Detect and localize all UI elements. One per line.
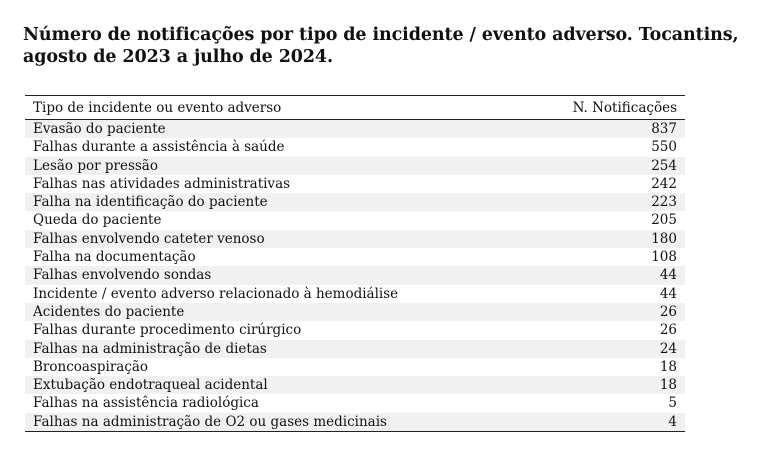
notification-count-cell: 254 [651,157,677,174]
table-row [25,230,685,248]
incident-type-cell: Extubação endotraqueal acidental [33,377,268,394]
notification-count-cell: 550 [651,139,677,156]
incident-type-cell: Acidentes do paciente [33,303,185,320]
incident-type-cell: Falhas durante a assistência à saúde [33,139,285,156]
table-body [25,120,685,432]
table-row [25,248,685,266]
table-row [25,376,685,394]
incident-type-cell: Falhas na assistência radiológica [33,395,259,412]
notification-count-cell: 5 [668,395,677,412]
table-title: Número de notificações por tipo de incidente / evento adverso. Tocantins, agosto de 2023 a julho de 2024. [23,25,739,67]
table-row [25,394,685,412]
table-row [25,193,685,211]
incident-type-cell: Falha na identificação do paciente [33,194,268,211]
table-row [25,321,685,339]
notification-count-cell: 223 [651,194,677,211]
incident-type-cell: Falhas na administração de dietas [33,340,267,357]
header-row [25,96,685,120]
notification-count-cell: 4 [668,413,677,430]
incident-type-cell: Falhas envolvendo cateter venoso [33,230,265,247]
incident-type-cell: Incidente / evento adverso relacionado à hemodiálise [33,285,399,302]
table-row [25,266,685,284]
notification-count-cell: 180 [651,230,677,247]
table-row [25,211,685,229]
incident-type-cell: Queda do paciente [33,212,162,229]
incident-type-cell: Falhas nas atividades administrativas [33,175,291,192]
notification-count-cell: 26 [659,303,677,320]
notification-count-cell: 242 [651,175,677,192]
header-incident-type: Tipo de incidente ou evento adverso [33,100,282,116]
incident-type-cell: Falha na documentação [33,249,196,266]
header-notification-count: N. Notificações [572,100,677,116]
incident-type-cell: Falhas envolvendo sondas [33,267,212,284]
table-row [25,138,685,156]
notification-count-cell: 205 [651,212,677,229]
notification-count-cell: 44 [659,285,677,302]
table-row [25,285,685,303]
notifications-table-container [25,95,685,432]
incident-type-cell: Broncoaspiração [33,358,149,375]
table-row [25,157,685,175]
table-header [25,96,685,120]
notification-count-cell: 18 [659,377,677,394]
table-row [25,413,685,432]
incident-type-cell: Falhas na administração de O2 ou gases medicinais [33,413,387,430]
table-row [25,303,685,321]
notifications-table [25,95,685,432]
notification-count-cell: 837 [651,121,677,137]
notification-count-cell: 44 [659,267,677,284]
table-row [25,120,685,139]
incident-type-cell: Lesão por pressão [33,157,158,174]
table-row [25,340,685,358]
notification-count-cell: 108 [651,249,677,266]
notification-count-cell: 18 [659,358,677,375]
incident-type-cell: Evasão do paciente [33,121,166,137]
notification-count-cell: 24 [659,340,677,357]
table-row [25,175,685,193]
notification-count-cell: 26 [659,322,677,339]
table-row [25,358,685,376]
incident-type-cell: Falhas durante procedimento cirúrgico [33,322,302,339]
